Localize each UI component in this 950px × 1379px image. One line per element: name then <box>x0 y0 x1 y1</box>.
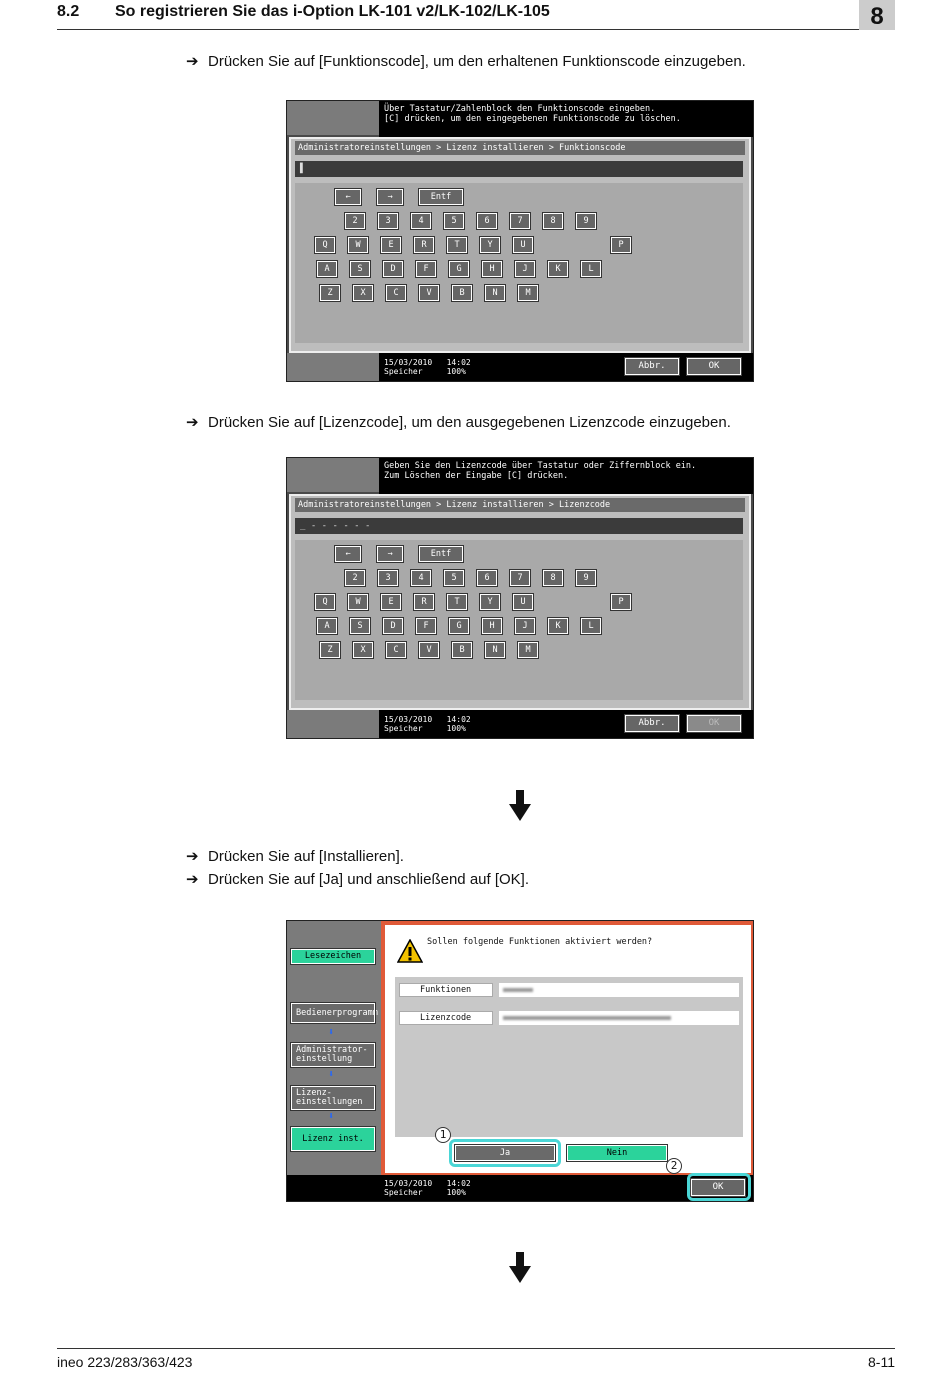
key[interactable]: S <box>350 261 370 277</box>
key[interactable]: W <box>348 594 368 610</box>
key[interactable]: C <box>386 642 406 658</box>
nav-admin-settings[interactable]: Administrator- einstellung <box>291 1043 375 1067</box>
step-function-code <box>186 52 746 70</box>
row-label: Funktionen <box>399 983 493 997</box>
key[interactable]: 4 <box>411 213 431 229</box>
section-number: 8.2 <box>57 3 80 20</box>
key[interactable]: B <box>452 285 472 301</box>
key[interactable]: Q <box>315 237 335 253</box>
ok-button[interactable]: OK <box>687 358 741 375</box>
panel-top-left <box>287 101 379 135</box>
key[interactable]: 8 <box>543 213 563 229</box>
no-button[interactable]: Nein <box>567 1145 667 1161</box>
key[interactable]: 5 <box>444 213 464 229</box>
callout-badge-2: 2 <box>666 1158 682 1174</box>
screenshot-license-code <box>286 457 754 739</box>
key[interactable]: U <box>513 237 533 253</box>
page-footer <box>57 1348 895 1370</box>
key[interactable]: C <box>386 285 406 301</box>
delete-key[interactable]: Entf <box>419 546 463 562</box>
key[interactable]: J <box>515 618 535 634</box>
key[interactable]: 6 <box>477 570 497 586</box>
key[interactable]: H <box>482 618 502 634</box>
key[interactable]: R <box>414 237 434 253</box>
section-title: So registrieren Sie das i-Option LK-101 v2/LK-102/LK-105 <box>115 3 550 20</box>
key[interactable]: E <box>381 237 401 253</box>
key[interactable]: L <box>581 261 601 277</box>
product-name: ineo 223/283/363/423 <box>57 1354 193 1370</box>
callout-badge-1: 1 <box>435 1127 451 1143</box>
key[interactable]: 8 <box>543 570 563 586</box>
arrow-right-icon: ➔ <box>186 848 199 865</box>
arrow-right-icon: ➔ <box>186 414 199 431</box>
page-number: 8-11 <box>868 1354 895 1370</box>
key[interactable]: L <box>581 618 601 634</box>
nav-operator-program[interactable]: Bedienerprogramm <box>291 1003 375 1023</box>
panel-message: Über Tastatur/Zahlenblock den Funktionscode eingeben. [C] drücken, um den eingegebenen Funktionscode zu löschen. <box>379 101 753 137</box>
side-navigation <box>287 921 381 1175</box>
delete-key[interactable]: Entf <box>419 189 463 205</box>
code-input[interactable]: _ - - - - - - <box>295 518 743 534</box>
key[interactable]: Z <box>320 285 340 301</box>
row-functions <box>399 983 739 997</box>
panel-top-left <box>287 458 379 492</box>
cursor-right-key[interactable]: → <box>377 546 403 562</box>
page-header <box>57 0 895 30</box>
key[interactable]: P <box>611 237 631 253</box>
yes-button[interactable]: Ja <box>455 1145 555 1161</box>
key[interactable]: B <box>452 642 472 658</box>
key[interactable]: D <box>383 618 403 634</box>
down-arrow-icon <box>509 1252 531 1284</box>
bookmark-button[interactable]: Lesezeichen <box>291 949 375 964</box>
screenshot-function-code <box>286 100 754 382</box>
row-license-code <box>399 1011 739 1025</box>
step-license-code <box>186 413 731 431</box>
arrow-right-icon: ➔ <box>186 53 199 70</box>
step-text: Drücken Sie auf [Ja] und anschließend auf [OK]. <box>208 871 530 888</box>
breadcrumb: Administratoreinstellungen > Lizenz installieren > Lizenzcode <box>295 498 745 512</box>
key[interactable]: E <box>381 594 401 610</box>
cancel-button[interactable]: Abbr. <box>625 715 679 732</box>
dialog-question: Sollen folgende Funktionen aktiviert werden? <box>427 937 653 947</box>
status-readout: 15/03/2010 14:02 Speicher 100% <box>379 1175 615 1201</box>
key[interactable]: J <box>515 261 535 277</box>
key[interactable]: 3 <box>378 570 398 586</box>
down-arrow-icon: ⬇ <box>328 1111 335 1122</box>
key[interactable]: D <box>383 261 403 277</box>
key[interactable]: G <box>449 261 469 277</box>
key[interactable]: 6 <box>477 213 497 229</box>
key[interactable]: R <box>414 594 434 610</box>
row-value <box>499 1011 739 1025</box>
panel-message: Geben Sie den Lizenzcode über Tastatur oder Ziffernblock ein. Zum Löschen der Eingabe [C] drücken. <box>379 458 753 494</box>
step-text: Drücken Sie auf [Lizenzcode], um den ausgegebenen Lizenzcode einzugeben. <box>208 414 731 431</box>
breadcrumb: Administratoreinstellungen > Lizenz installieren > Funktionscode <box>295 141 745 155</box>
footer-buttons <box>613 353 753 381</box>
down-arrow-icon: ⬇ <box>328 1069 335 1080</box>
cancel-button[interactable]: Abbr. <box>625 358 679 375</box>
key[interactable]: T <box>447 594 467 610</box>
panel-body <box>289 137 751 353</box>
ok-button[interactable]: OK <box>691 1179 745 1196</box>
step-yes-ok <box>186 870 529 888</box>
key[interactable]: Y <box>480 237 500 253</box>
arrow-right-icon: ➔ <box>186 871 199 888</box>
confirm-dialog <box>381 921 754 1177</box>
dialog-body <box>385 925 751 1173</box>
chapter-number: 8 <box>859 0 895 30</box>
key[interactable]: 7 <box>510 570 530 586</box>
key[interactable]: Q <box>315 594 335 610</box>
ok-button[interactable]: OK <box>687 715 741 732</box>
key[interactable]: 9 <box>576 213 596 229</box>
row-label: Lizenzcode <box>399 1011 493 1025</box>
step-install <box>186 847 404 865</box>
step-text: Drücken Sie auf [Installieren]. <box>208 848 404 865</box>
key[interactable]: Z <box>320 642 340 658</box>
key[interactable]: N <box>485 642 505 658</box>
code-input[interactable]: ▌ <box>295 161 743 177</box>
key[interactable]: G <box>449 618 469 634</box>
down-arrow-icon <box>509 790 531 822</box>
step-text: Drücken Sie auf [Funktionscode], um den erhaltenen Funktionscode einzugeben. <box>208 53 746 70</box>
key[interactable]: 9 <box>576 570 596 586</box>
key[interactable]: 5 <box>444 570 464 586</box>
key[interactable]: V <box>419 285 439 301</box>
screenshot-confirm-install <box>286 920 754 1202</box>
key[interactable]: W <box>348 237 368 253</box>
key[interactable]: 2 <box>345 213 365 229</box>
key[interactable]: Y <box>480 594 500 610</box>
key[interactable]: U <box>513 594 533 610</box>
cursor-left-key[interactable]: ← <box>335 189 361 205</box>
cursor-left-key[interactable]: ← <box>335 546 361 562</box>
key[interactable]: M <box>518 285 538 301</box>
key[interactable]: K <box>548 618 568 634</box>
panel-body <box>289 494 751 710</box>
key[interactable]: F <box>416 261 436 277</box>
warning-icon <box>397 939 423 963</box>
key[interactable]: T <box>447 237 467 253</box>
nav-license-install[interactable]: Lizenz inst. <box>291 1127 375 1151</box>
key[interactable]: P <box>611 594 631 610</box>
nav-license-settings[interactable]: Lizenz- einstellungen <box>291 1086 375 1110</box>
down-arrow-icon: ⬇ <box>328 1027 335 1038</box>
key[interactable]: N <box>485 285 505 301</box>
keyboard <box>295 540 743 700</box>
key[interactable]: K <box>548 261 568 277</box>
status-readout: 15/03/2010 14:02 Speicher 100% <box>379 353 615 381</box>
key[interactable]: F <box>416 618 436 634</box>
key[interactable]: H <box>482 261 502 277</box>
key[interactable]: A <box>317 261 337 277</box>
status-readout: 15/03/2010 14:02 Speicher 100% <box>379 710 615 738</box>
key[interactable]: V <box>419 642 439 658</box>
key[interactable]: A <box>317 618 337 634</box>
key[interactable]: 3 <box>378 213 398 229</box>
key[interactable]: 2 <box>345 570 365 586</box>
key[interactable]: 4 <box>411 570 431 586</box>
keyboard <box>295 183 743 343</box>
cursor-right-key[interactable]: → <box>377 189 403 205</box>
key[interactable]: X <box>353 285 373 301</box>
footer-buttons <box>613 710 753 738</box>
key[interactable]: M <box>518 642 538 658</box>
dialog-content <box>395 977 743 1137</box>
key[interactable]: 7 <box>510 213 530 229</box>
key[interactable]: S <box>350 618 370 634</box>
key[interactable]: X <box>353 642 373 658</box>
row-value <box>499 983 739 997</box>
